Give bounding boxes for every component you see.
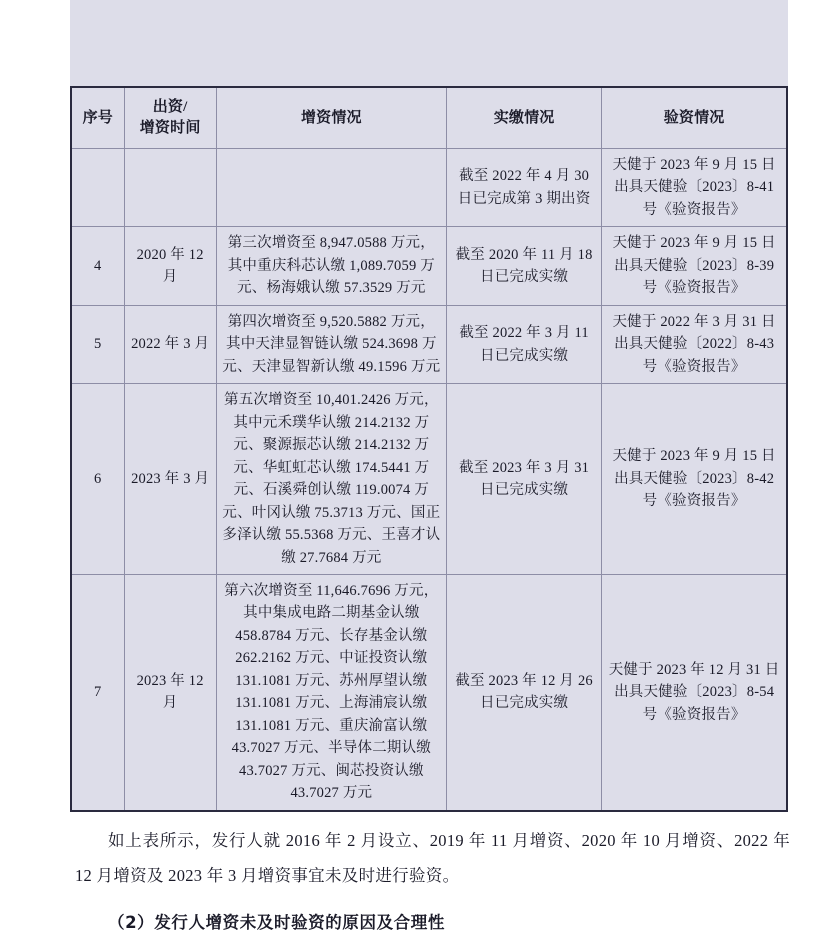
table-cell-paid-in: 截至 2023 年 3 月 31 日已完成实缴 [447, 384, 602, 575]
table-cell-verification: 天健于 2023 年 9 月 15 日出具天健验〔2023〕8-42 号《验资报告》 [602, 384, 787, 575]
table-cell-seq: 4 [71, 227, 124, 305]
table-header-seq: 序号 [71, 87, 124, 149]
table-header-paid-in: 实缴情况 [447, 87, 602, 149]
table-row [71, 384, 787, 575]
table-cell-seq: 5 [71, 305, 124, 383]
table-cell-seq: 6 [71, 384, 124, 575]
table-cell-time [124, 149, 216, 227]
table-cell-time: 2023 年 12 月 [124, 574, 216, 810]
section-heading: （2）发行人增资未及时验资的原因及合理性 [108, 912, 445, 932]
table-header-time [124, 87, 216, 149]
table-row [71, 574, 787, 810]
table-header-verification: 验资情况 [602, 87, 787, 149]
table-row [71, 305, 787, 383]
table-cell-paid-in: 截至 2022 年 4 月 30 日已完成第 3 期出资 [447, 149, 602, 227]
table-cell-verification: 天健于 2022 年 3 月 31 日出具天健验〔2022〕8-43 号《验资报告》 [602, 305, 787, 383]
table-cell-increase: 第六次增资至 11,646.7696 万元，其中集成电路二期基金认缴 458.8784 万元、长存基金认缴 262.2162 万元、中证投资认缴 131.1081 万元、苏州厚望认缴 131.1081 万元、上海浦宸认缴 131.1081 万元、重庆渝富认缴 43.7027 万元、半导体二期认缴 43.7027 万元、闽芯投资认缴 43.7027 万元 [216, 574, 446, 810]
summary-paragraph: 如上表所示，发行人就 2016 年 2 月设立、2019 年 11 月增资、2020 年 10 月增资、2022 年 12 月增资及 2023 年 3 月增资事宜未及时进行验资。 [75, 830, 790, 885]
table-cell-time: 2022 年 3 月 [124, 305, 216, 383]
table-cell-seq [71, 149, 124, 227]
table-cell-increase: 第三次增资至 8,947.0588 万元，其中重庆科芯认缴 1,089.7059 万元、杨海娥认缴 57.3529 万元 [216, 227, 446, 305]
table-cell-verification: 天健于 2023 年 12 月 31 日出具天健验〔2023〕8-54 号《验资报告》 [602, 574, 787, 810]
capital-increase-table-container [70, 86, 788, 812]
table-cell-paid-in: 截至 2023 年 12 月 26 日已完成实缴 [447, 574, 602, 810]
table-cell-verification: 天健于 2023 年 9 月 15 日出具天健验〔2023〕8-39 号《验资报告》 [602, 227, 787, 305]
table-row [71, 149, 787, 227]
table-header-time-line1: 出资/ [152, 99, 188, 115]
table-header-time-line2: 增资时间 [139, 120, 201, 136]
table-body [71, 149, 787, 811]
table-row [71, 227, 787, 305]
table-cell-paid-in: 截至 2022 年 3 月 11 日已完成实缴 [447, 305, 602, 383]
table-cell-time: 2020 年 12 月 [124, 227, 216, 305]
table-header-increase: 增资情况 [216, 87, 446, 149]
table-cell-paid-in: 截至 2020 年 11 月 18 日已完成实缴 [447, 227, 602, 305]
table-cell-increase: 第五次增资至 10,401.2426 万元，其中元禾璞华认缴 214.2132 万元、聚源振芯认缴 214.2132 万元、华虹虹芯认缴 174.5441 万元、石溪舜创认缴 119.0074 万元、叶冈认缴 75.3713 万元、国正多泽认缴 55.5368 万元、王喜才认缴 27.7684 万元 [216, 384, 446, 575]
table-cell-increase: 第四次增资至 9,520.5882 万元，其中天津显智链认缴 524.3698 万元、天津显智新认缴 49.1596 万元 [216, 305, 446, 383]
table-header [71, 87, 787, 149]
table-cell-increase [216, 149, 446, 227]
table-cell-time: 2023 年 3 月 [124, 384, 216, 575]
table-header-row [71, 87, 787, 149]
table-cell-verification: 天健于 2023 年 9 月 15 日出具天健验〔2023〕8-41 号《验资报告》 [602, 149, 787, 227]
capital-increase-verification-table [70, 86, 788, 812]
table-cell-seq: 7 [71, 574, 124, 810]
